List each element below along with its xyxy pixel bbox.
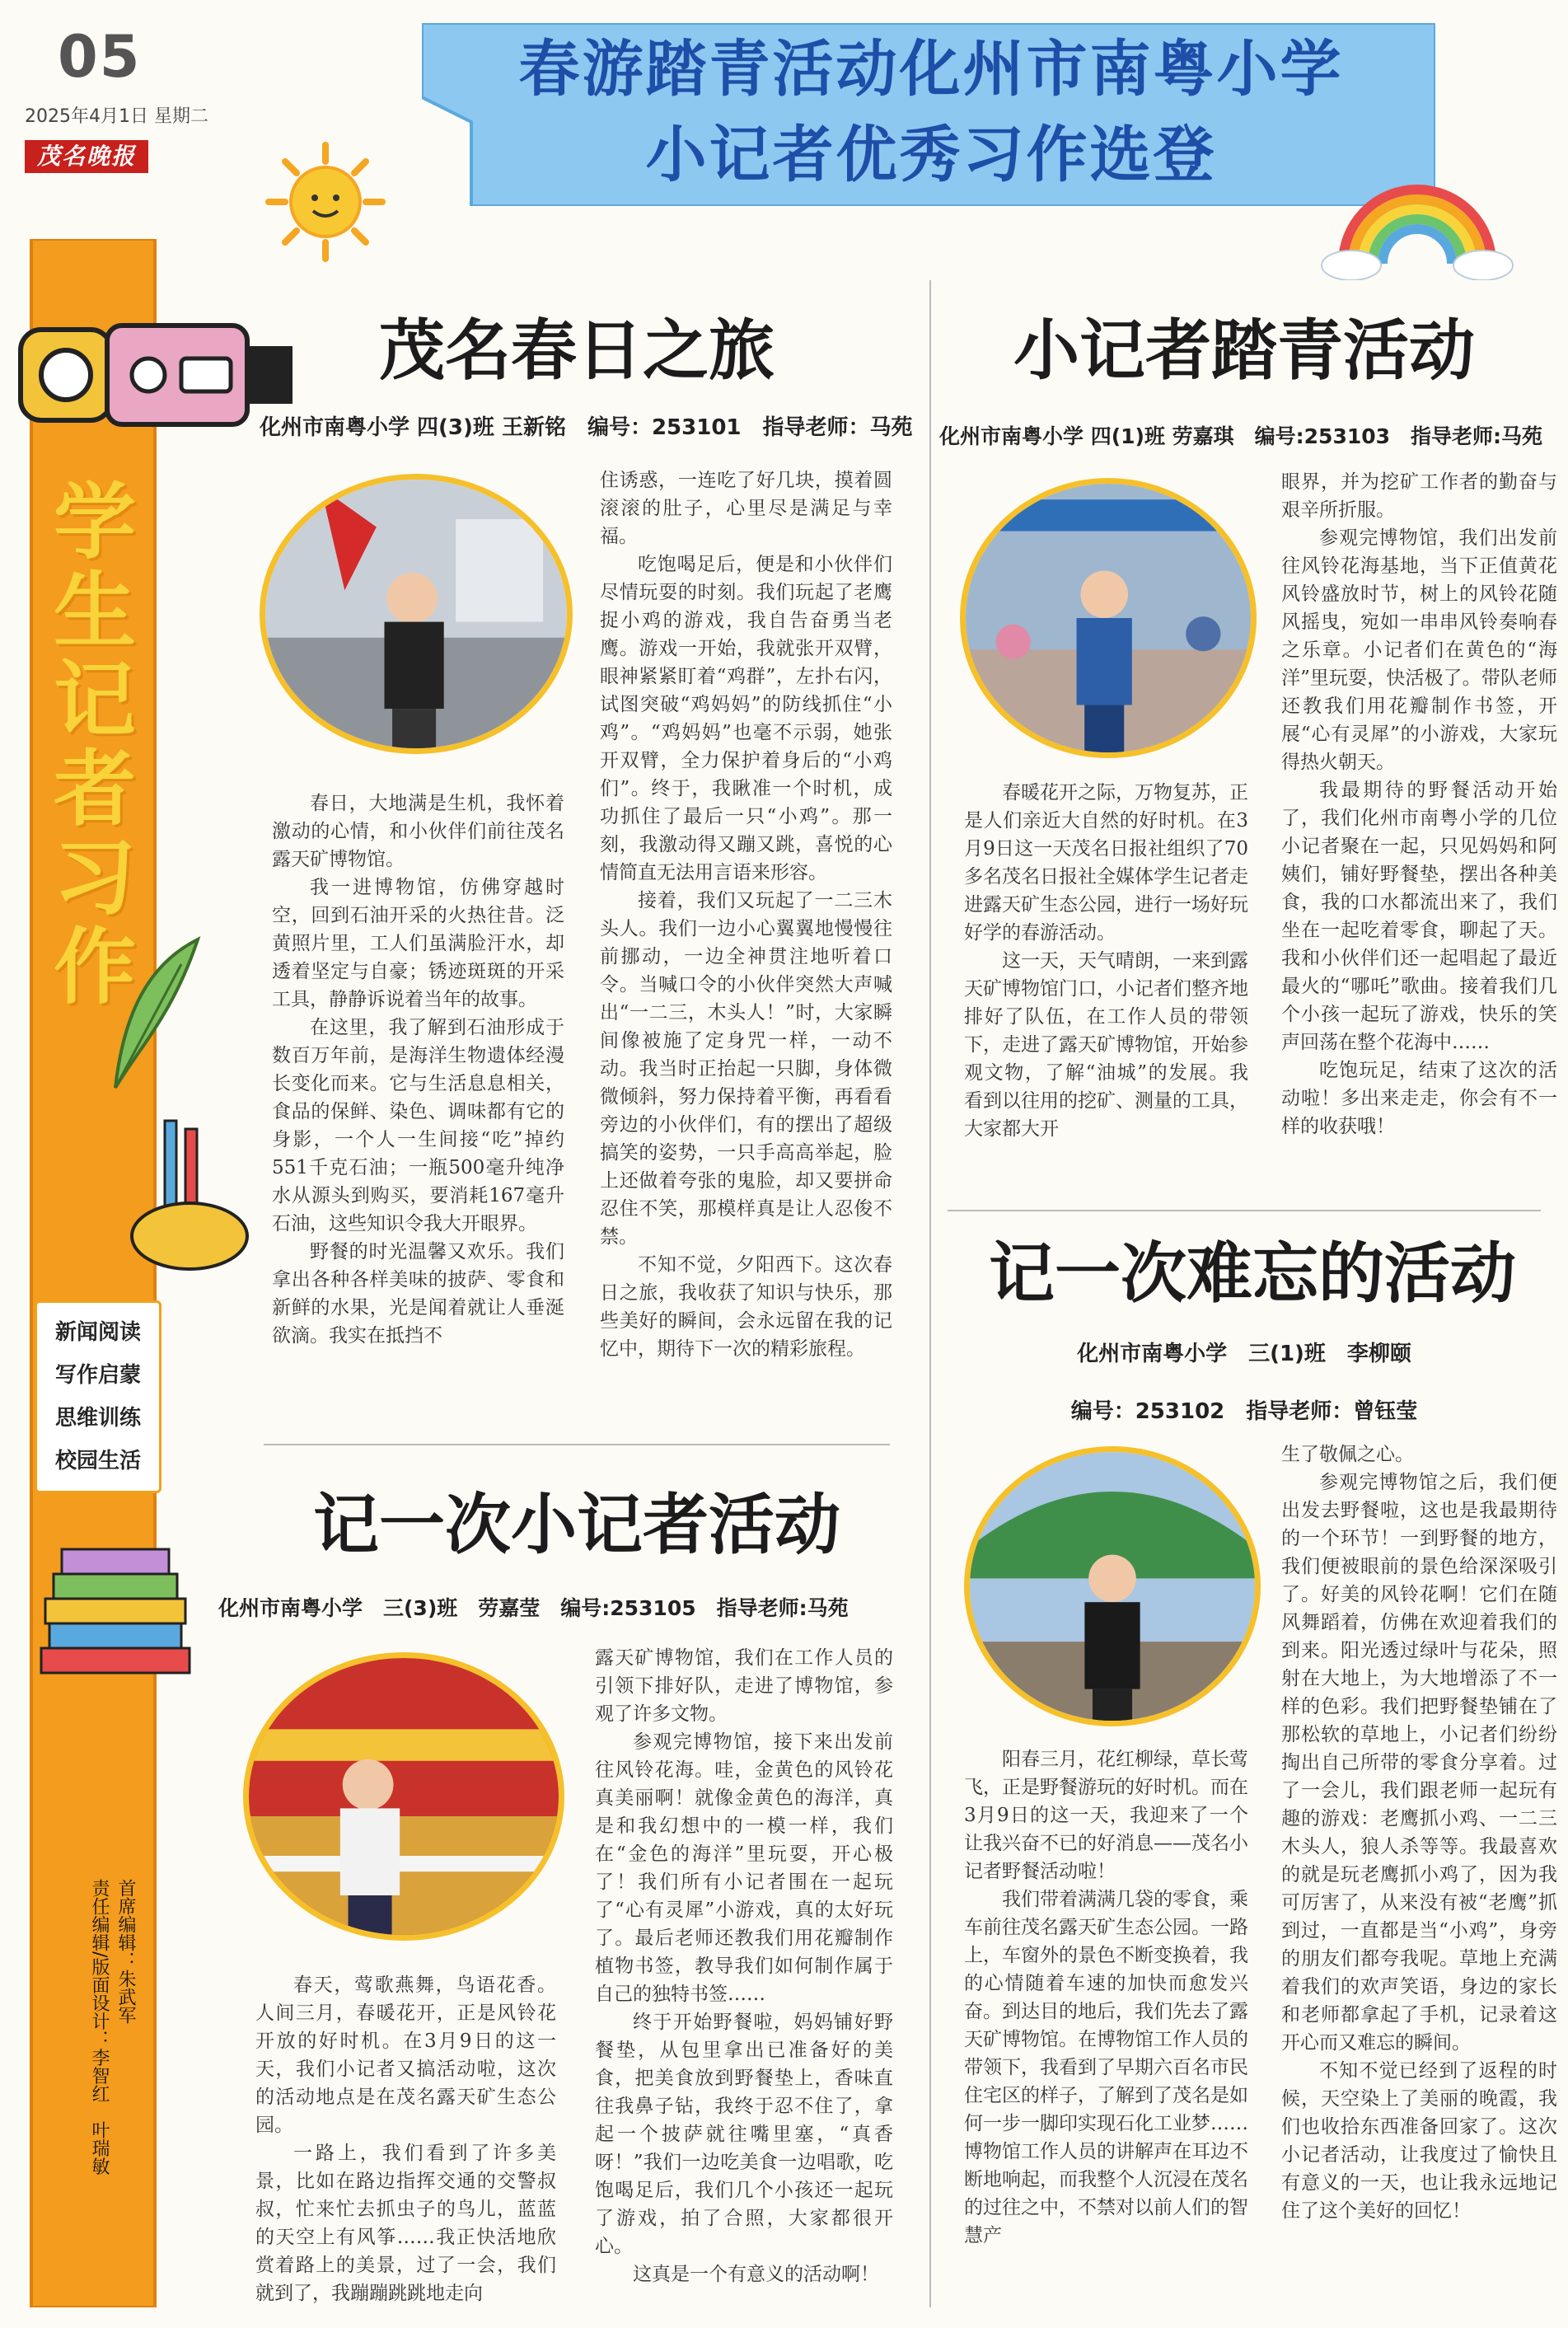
student-photo — [243, 1652, 564, 1941]
banner-title — [461, 26, 1401, 198]
nav-item-campus-life: 校园生活 — [54, 1449, 141, 1473]
section-title: 学生记者习作 — [54, 474, 136, 1015]
article-title: 小记者踏青活动 — [1013, 311, 1475, 389]
article-byline: 化州市南粤小学 三(3)班 劳嘉莹 编号:253105 指导老师:马苑 — [218, 1596, 849, 1620]
student-photo — [260, 474, 573, 754]
section-nav — [35, 1300, 161, 1493]
paragraph: 不知不觉已经到了返程的时候，天空染上了美丽的晚霞，我们也收拾东西准备回家了。这次小记者活动，让我度过了愉快且有意义的一天，也让我永远地记住了这个美好的回忆！ — [1281, 2060, 1557, 2222]
banner-line-1: 春游踏青活动化州市南粤小学 — [518, 34, 1344, 105]
rainbow-icon — [1318, 173, 1516, 280]
newspaper-logo: 茂名晚报 — [25, 140, 148, 173]
paragraph: 露天矿博物馆，我们在工作人员的引领下排好队，走进了博物馆，参观了许多文物。 — [595, 1647, 893, 1725]
paragraph: 参观完博物馆，接下来出发前往风铃花海。哇，金黄色的风铃花真美丽啊！就像金黄色的海洋，真是和我幻想中的一模一样，我们在“金色的海洋”里玩耍，开心极了！我们所有小记者围在一起玩了“心有灵犀”小游戏，真的太好玩了。最后老师还教我们用花瓣制作植物书签，教导我们如何制作属于自己的独特书签…… — [595, 1731, 893, 2005]
article-title: 茂名春日之旅 — [379, 311, 775, 389]
article-byline: 化州市南粤小学 四(3)班 王新铭 编号：253101 指导老师：马苑 — [260, 415, 913, 440]
books-icon — [33, 1541, 198, 1689]
article-column — [964, 1745, 1248, 2322]
paragraph: 我一进博物馆，仿佛穿越时空，回到石油开采的火热往昔。泛黄照片里，工人们虽满脸汗水，却透着坚定与自豪；锈迹斑斑的开采工具，静静诉说着当年的故事。 — [272, 877, 564, 1010]
article-column — [964, 779, 1248, 1187]
sun-icon — [264, 140, 387, 264]
paragraph: 野餐的时光温馨又欢乐。我们拿出各种各样美味的披萨、零食和新鲜的水果，光是闻着就让人垂涎欲滴。我实在抵挡不 — [272, 1241, 564, 1347]
article-byline: 编号：253102 指导老师：曾钰莹 — [1070, 1399, 1418, 1424]
paragraph: 参观完博物馆，我们出发前往风铃花海基地，当下正值黄花风铃盛放时节，树上的风铃花随风摇曳，宛如一串串风铃奏响春之乐章。小记者们在黄色的“海洋”里玩耍，快活极了。带队老师还教我们用花瓣制作书签，开展“心有灵犀”的小游戏，大家玩得热火朝天。 — [1281, 527, 1557, 773]
article-column — [272, 789, 564, 1412]
paragraph: 一路上，我们看到了许多美景，比如在路边指挥交通的交警叔叔，忙来忙去抓虫子的鸟儿，蓝蓝的天空上有风筝……我正快活地欣赏着路上的美景，过了一会，我们就到了，我蹦蹦跳跳地走向 — [255, 2143, 556, 2304]
quill-pen-icon — [99, 931, 214, 1096]
paragraph: 春日，大地满是生机，我怀着激动的心情，和小伙伴们前往茂名露天矿博物馆。 — [272, 793, 564, 870]
camera-icon — [16, 313, 297, 437]
child-photo-icon — [970, 1452, 1255, 1721]
paragraph: 这真是一个有意义的活动啊！ — [633, 2264, 879, 2285]
paragraph: 接着，我们又玩起了一二三木头人。我们一边小心翼翼地慢慢往前挪动，一边全神贯注地听着口令。当喊口令的小伙伴突然大声喊出“一二三，木头人！”时，大家瞬间像被施了定身咒一样，一动不动。我当时正抬起一只脚，身体微微倾斜，努力保持着平衡，再看看旁边的小伙伴们，有的摆出了超级搞笑的姿势，一只手高高举起，脸上还做着夸张的鬼脸，却又要拼命忍住不笑，那模样真是让人忍俊不禁。 — [600, 890, 892, 1248]
issue-date: 2025年4月1日 星期二 — [25, 106, 208, 127]
article-title: 记一次小记者活动 — [313, 1486, 840, 1563]
article-column — [1281, 468, 1557, 1193]
paragraph: 吃饱玩足，结束了这次的活动啦！多出来走走，你会有不一样的收获哦！ — [1281, 1060, 1557, 1137]
paragraph: 在这里，我了解到石油形成于数百万年前，是海洋生物遗体经漫长变化而来。它与生活息息相关，食品的保鲜、染色、调味都有它的身影，一个人一生间接“吃”掉约551千克石油；一瓶500毫升纯净水从源头到购买，要消耗167毫升石油，这些知识令我大开眼界。 — [272, 1017, 564, 1234]
paragraph: 春暖花开之际，万物复苏，正是人们亲近大自然的好时机。在3月9日这一天茂名日报社组织了70多名茂名日报社全媒体学生记者走进露天矿生态公园，进行一场好玩好学的春游活动。 — [964, 782, 1248, 944]
paragraph: 终于开始野餐啦，妈妈铺好野餐垫，从包里拿出已准备好的美食，把美食放到野餐垫上，香味直往我鼻子钻，我终于忍不住了，拿起一个披萨就往嘴里塞，“真香呀！”我们一边吃美食一边唱歌，吃饱喝足后，我们几个小孩还一起玩了游戏，拍了合照，大家都很开心。 — [595, 2012, 893, 2257]
column-divider — [929, 280, 931, 2307]
row-divider — [264, 1444, 890, 1445]
article-column — [1281, 1440, 1557, 2322]
paragraph: 住诱惑，一连吃了好几块，摸着圆滚滚的肚子，心里尽是满足与幸福。 — [600, 470, 892, 547]
child-photo-icon — [966, 484, 1251, 752]
article-column — [595, 1644, 893, 2321]
pencil-cup-icon — [115, 1112, 255, 1277]
child-photo-icon — [265, 480, 567, 748]
editor-credits — [73, 1879, 138, 2225]
page-number: 05 — [58, 23, 142, 91]
chief-editor: 首席编辑：朱武军 — [115, 1879, 136, 2024]
banner-line-2: 小记者优秀习作选登 — [645, 119, 1217, 190]
student-photo — [960, 478, 1257, 758]
article-column — [600, 466, 892, 1414]
nav-item-writing: 写作启蒙 — [54, 1363, 141, 1388]
paragraph: 阳春三月，花红柳绿，草长莺飞，正是野餐游玩的好时机。而在3月9日的这一天，我迎来了一个让我兴奋不已的好消息——茂名小记者野餐活动啦！ — [964, 1749, 1248, 1882]
responsible-editor: 责任编辑/版面设计：李智红 叶瑞敏 — [89, 1879, 110, 2176]
row-divider — [948, 1210, 1541, 1211]
paragraph: 吃饱喝足后，便是和小伙伴们尽情玩耍的时刻。我们玩起了老鹰捉小鸡的游戏，我自告奋勇当老鹰。游戏一开始，我就张开双臂，眼神紧紧盯着“鸡群”，左扑右闪，试图突破“鸡妈妈”的防线抓住“小鸡”。“鸡妈妈”也毫不示弱，她张开双臂，全力保护着身后的“小鸡们”。终于，我瞅准一个时机，成功抓住了最后一只“小鸡”。那一刻，我激动得又蹦又跳，喜悦的心情简直无法用言语来形容。 — [600, 554, 892, 883]
paragraph: 春天，莺歌燕舞，鸟语花香。人间三月，春暖花开，正是风铃花开放的好时机。在3月9日的这一天，我们小记者又搞活动啦，这次的活动地点是在茂名露天矿生态公园。 — [255, 1974, 556, 2136]
paragraph: 我们带着满满几袋的零食，乘车前往茂名露天矿生态公园。一路上，车窗外的景色不断变换着，我的心情随着车速的加快而愈发兴奋。到达目的地后，我们先去了露天矿博物馆。在博物馆工作人员的带领下，我看到了早期六百名市民住宅区的样子，了解到了茂名是如何一步一脚印实现石化工业梦……博物馆工作人员的讲解声在耳边不断地响起，而我整个人沉浸在茂名的过往之中，不禁对以前人们的智慧产 — [964, 1889, 1248, 2246]
article-column — [255, 1971, 556, 2321]
article-title: 记一次难忘的活动 — [989, 1234, 1516, 1312]
paragraph: 这一天，天气晴朗，一来到露天矿博物馆门口，小记者们整齐地排好了队伍，在工作人员的带领下，走进了露天矿博物馆，开始参观文物，了解“油城”的发展。我看到以往用的挖矿、测量的工具，大家都大开 — [964, 950, 1248, 1140]
paragraph: 眼界，并为挖矿工作者的勤奋与艰辛所折服。 — [1281, 471, 1557, 521]
paragraph: 我最期待的野餐活动开始了，我们化州市南粤小学的几位小记者聚在一起，只见妈妈和阿姨们，铺好野餐垫，摆出各种美食，我的口水都流出来了，我们坐在一起吃着零食，聊起了天。我和小伙伴们还一起唱起了最近最火的“哪吒”歌曲。接着我们几个小孩一起玩了游戏，快乐的笑声回荡在整个花海中…… — [1281, 780, 1557, 1053]
paragraph: 不知不觉，夕阳西下。这次春日之旅，我收获了知识与快乐，那些美好的瞬间，会永远留在我的记忆中，期待下一次的精彩旅程。 — [600, 1254, 892, 1360]
paragraph: 生了敬佩之心。 — [1281, 1444, 1414, 1465]
paragraph: 参观完博物馆之后，我们便出发去野餐啦，这也是我最期待的一个环节！一到野餐的地方，我们便被眼前的景色给深深吸引了。好美的风铃花啊！它们在随风舞蹈着，仿佛在欢迎着我们的到来。阳光透过绿叶与花朵，照射在大地上，为大地增添了不一样的色彩。我们把野餐垫铺在了那松软的草地上，小记者们纷纷掏出自己所带的零食分享着。过了一会儿，我们跟老师一起玩有趣的游戏：老鹰抓小鸡、一二三木头人，狼人杀等等。我最喜欢的就是玩老鹰抓小鸡了，因为我可厉害了，从来没有被“老鹰”抓到过，一直都是当“小鸡”，身旁的朋友们都夸我呢。草地上充满着我们的欢声笑语，身边的家长和老师都拿起了手机，记录着这开心而又难忘的瞬间。 — [1281, 1472, 1557, 2054]
child-photo-icon — [249, 1658, 559, 1935]
article-byline: 化州市南粤小学 四(1)班 劳嘉琪 编号:253103 指导老师:马苑 — [939, 424, 1543, 448]
nav-item-thinking: 思维训练 — [54, 1406, 141, 1431]
article-byline: 化州市南粤小学 三(1)班 李柳颐 — [1077, 1342, 1411, 1366]
nav-item-news-reading: 新闻阅读 — [54, 1320, 141, 1345]
student-photo — [964, 1446, 1261, 1726]
